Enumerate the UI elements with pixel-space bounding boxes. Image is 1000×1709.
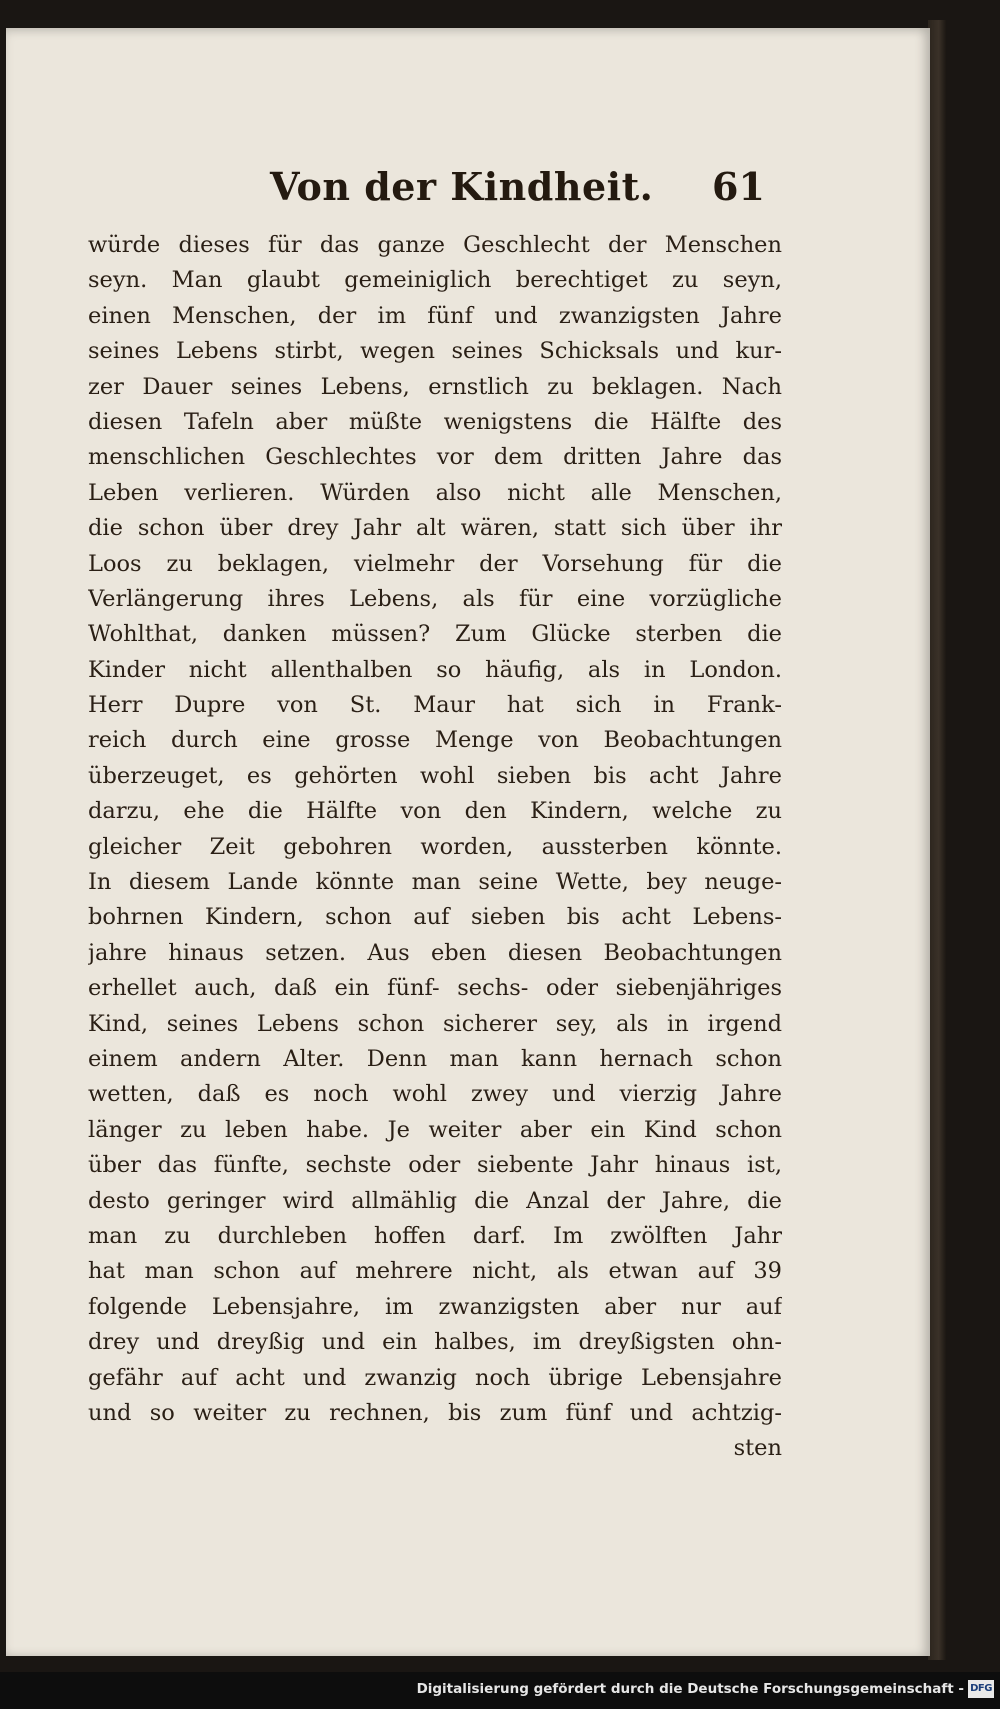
- text-line: und so weiter zu rechnen, bis zum fünf und achtzig-: [88, 1399, 782, 1426]
- footer-bar: [0, 1672, 1000, 1709]
- text-line: man zu durchleben hoffen darf. Im zwölften Jahr: [88, 1222, 782, 1249]
- text-line: darzu, ehe die Hälfte von den Kindern, welche zu: [88, 798, 782, 825]
- text-line: erhellet auch, daß ein fünf- sechs- oder siebenjähriges: [88, 975, 782, 1002]
- text-line: diesen Tafeln aber müßte wenigstens die Hälfte des: [88, 408, 782, 435]
- text-line: seyn. Man glaubt gemeiniglich berechtiget zu seyn,: [88, 267, 782, 294]
- page-edge: [928, 20, 946, 1660]
- running-title: Von der Kindheit.: [270, 164, 654, 209]
- text-line: reich durch eine grosse Menge von Beobachtungen: [88, 727, 782, 754]
- text-line: einen Menschen, der im fünf und zwanzigsten Jahre: [88, 302, 782, 329]
- text-line: Herr Dupre von St. Maur hat sich in Frank-: [88, 692, 782, 719]
- body-text: [88, 228, 782, 1467]
- text-line: Kind, seines Lebens schon sicherer sey, als in irgend: [88, 1010, 782, 1037]
- text-line: gleicher Zeit gebohren worden, aussterben könnte.: [88, 833, 782, 860]
- text-line: menschlichen Geschlechtes vor dem dritten Jahre das: [88, 444, 782, 471]
- text-line: Verlängerung ihres Lebens, als für eine vorzügliche: [88, 585, 782, 612]
- text-line: In diesem Lande könnte man seine Wette, bey neuge-: [88, 869, 782, 896]
- text-line: Leben verlieren. Würden also nicht alle Menschen,: [88, 479, 782, 506]
- text-line: bohrnen Kindern, schon auf sieben bis acht Lebens-: [88, 904, 782, 931]
- text-line: überzeuget, es gehörten wohl sieben bis acht Jahre: [88, 762, 782, 789]
- text-line: Kinder nicht allenthalben so häufig, als in London.: [88, 656, 782, 683]
- text-line: einem andern Alter. Denn man kann hernach schon: [88, 1045, 782, 1072]
- text-line: jahre hinaus setzen. Aus eben diesen Beobachtungen: [88, 939, 782, 966]
- text-line: würde dieses für das ganze Geschlecht der Menschen: [88, 232, 782, 258]
- text-line: folgende Lebensjahre, im zwanzigsten aber nur auf: [88, 1293, 782, 1320]
- text-line: die schon über drey Jahr alt wären, statt sich über ihr: [88, 515, 782, 542]
- text-line: wetten, daß es noch wohl zwey und vierzig Jahre: [88, 1081, 782, 1108]
- page-number: 61: [712, 164, 765, 209]
- catchword: sten: [733, 1435, 782, 1462]
- text-line: Loos zu beklagen, vielmehr der Vorsehung für die: [88, 550, 782, 577]
- text-line: hat man schon auf mehrere nicht, als etwan auf 39: [88, 1258, 782, 1285]
- text-line: über das fünfte, sechste oder siebente Jahr hinaus ist,: [88, 1152, 782, 1179]
- text-line: drey und dreyßig und ein halbes, im dreyßigsten ohn-: [88, 1329, 782, 1356]
- text-line: seines Lebens stirbt, wegen seines Schicksals und kur-: [88, 338, 782, 365]
- text-line: gefähr auf acht und zwanzig noch übrige Lebensjahre: [88, 1364, 782, 1391]
- text-line: zer Dauer seines Lebens, ernstlich zu beklagen. Nach: [88, 373, 782, 400]
- dfg-logo: DFG: [968, 1680, 994, 1698]
- text-line: länger zu leben habe. Je weiter aber ein Kind schon: [88, 1116, 782, 1143]
- book-page: [6, 28, 930, 1656]
- text-line: desto geringer wird allmählig die Anzal der Jahre, die: [88, 1187, 782, 1214]
- text-line: Wohlthat, danken müssen? Zum Glücke sterben die: [88, 621, 782, 648]
- funding-credit: Digitalisierung gefördert durch die Deutsche Forschungsgemeinschaft -: [416, 1681, 964, 1697]
- page-header: [6, 160, 930, 220]
